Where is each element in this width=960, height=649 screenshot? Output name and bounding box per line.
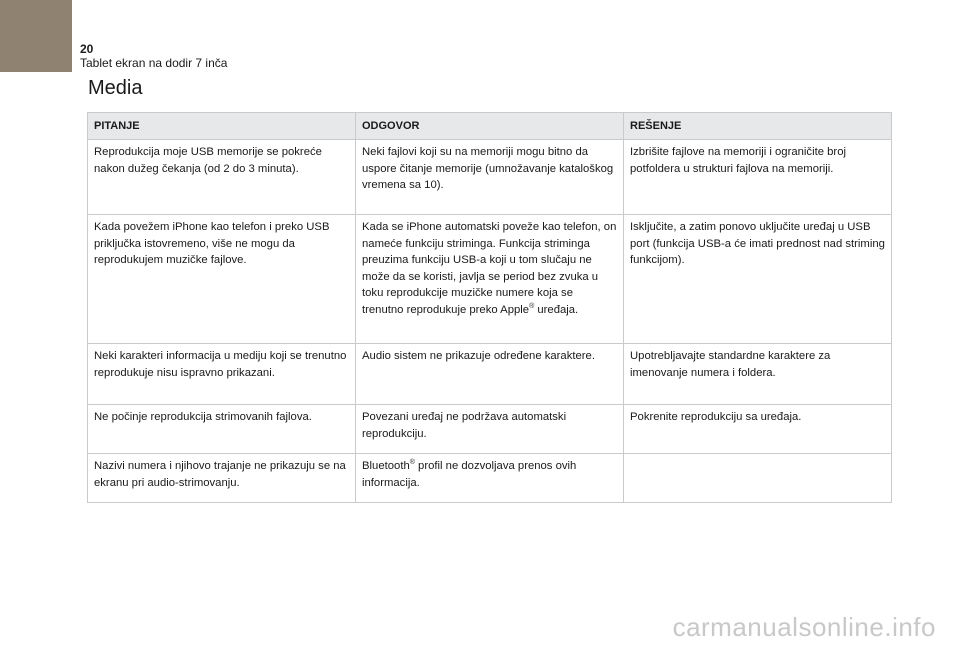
- column-header-question: PITANJE: [88, 113, 356, 140]
- answer-text-end: uređaja.: [534, 303, 579, 316]
- solution-cell: Izbrišite fajlove na memoriji i ograničite broj potfoldera u strukturi fajlova na memoriji.: [624, 140, 892, 215]
- corner-tab: [0, 0, 72, 72]
- column-header-solution: REŠENJE: [624, 113, 892, 140]
- question-cell: Ne počinje reprodukcija strimovanih fajlova.: [88, 405, 356, 454]
- answer-text-end: profil ne dozvoljava prenos ovih informacija.: [362, 460, 577, 489]
- answer-text: Kada se iPhone automatski poveže kao telefon, on nameće funkciju striminga. Funkcija strimingа preuzima funkciju USB-a koji u tom slučaju ne može da se koristi, javlja se period bez zvuka u toku reprodukcije muzičke numere koja se trenutno reprodukuje preko Apple: [362, 221, 617, 316]
- table-row: [88, 454, 892, 503]
- table-row: [88, 405, 892, 454]
- question-cell: Kada povežem iPhone kao telefon i preko USB priključka istovremeno, više ne mogu da reprodukujem muzičke fajlove.: [88, 215, 356, 344]
- answer-cell: [356, 454, 624, 503]
- solution-cell: Isključite, a zatim ponovo uključite uređaj u USB port (funkcija USB-a će imati prednost nad striming funkcijom).: [624, 215, 892, 344]
- answer-cell: Povezani uređaj ne podržava automatski reprodukciju.: [356, 405, 624, 454]
- column-header-answer: ODGOVOR: [356, 113, 624, 140]
- section-title: Media: [88, 77, 143, 99]
- question-cell: Reprodukcija moje USB memorije se pokreće nakon dužeg čekanja (od 2 do 3 minuta).: [88, 140, 356, 215]
- table-row: [88, 344, 892, 405]
- table-header-row: [88, 113, 892, 140]
- solution-cell: Upotrebljavajte standardne karaktere za imenovanje numera i foldera.: [624, 344, 892, 405]
- answer-cell: Audio sistem ne prikazuje određene karaktere.: [356, 344, 624, 405]
- registered-mark: ®: [529, 302, 535, 310]
- answer-text: Bluetooth: [362, 460, 410, 472]
- answer-cell: Neki fajlovi koji su na memoriji mogu bitno da uspore čitanje memorije (umnožavanje kataloškog vremena sa 10).: [356, 140, 624, 215]
- page-subtitle: Tablet ekran na dodir 7 inča: [80, 56, 228, 70]
- table-row: [88, 215, 892, 344]
- faq-table: [87, 112, 892, 503]
- registered-mark: ®: [409, 459, 415, 467]
- watermark: carmanualsonline.info: [672, 612, 936, 642]
- question-cell: Neki karakteri informacija u mediju koji se trenutno reprodukuje nisu ispravno prikazani.: [88, 344, 356, 405]
- page-number: 20: [80, 42, 94, 56]
- answer-cell: [356, 215, 624, 344]
- solution-cell: [624, 454, 892, 503]
- solution-cell: Pokrenite reprodukciju sa uređaja.: [624, 405, 892, 454]
- question-cell: Nazivi numera i njihovo trajanje ne prikazuju se na ekranu pri audio-strimovanju.: [88, 454, 356, 503]
- table-row: [88, 140, 892, 215]
